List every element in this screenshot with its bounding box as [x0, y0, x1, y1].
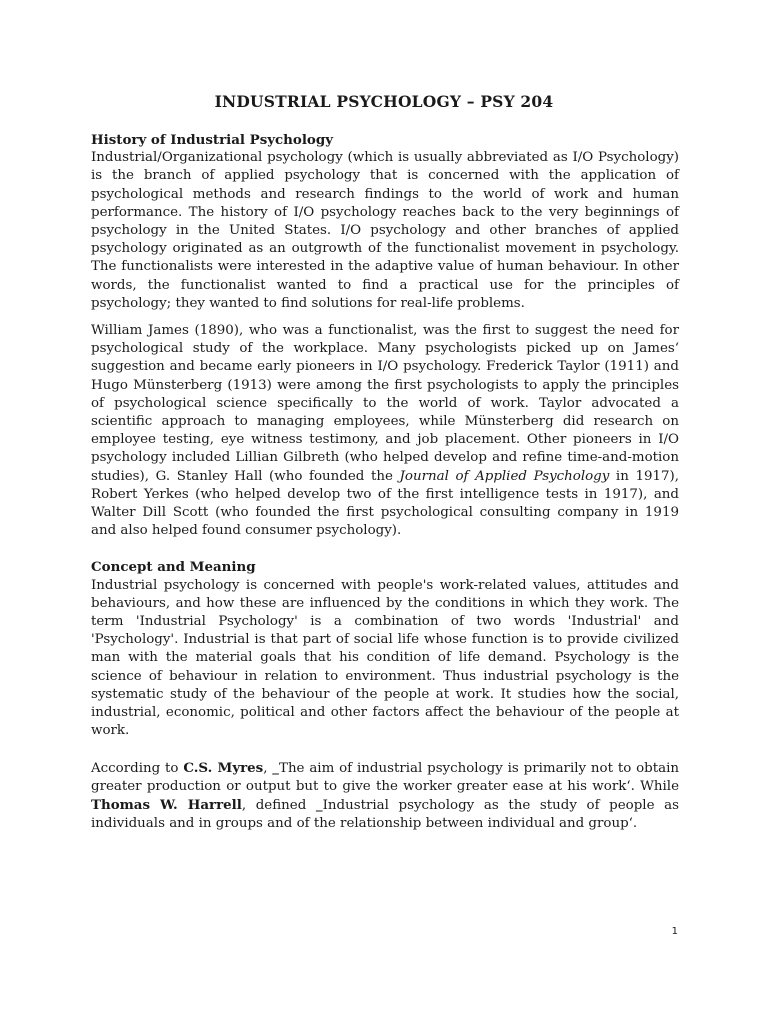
page-title: INDUSTRIAL PSYCHOLOGY – PSY 204 [214, 92, 554, 111]
author-name: Thomas W. Harrell [91, 796, 242, 813]
page-number: 1 [671, 926, 678, 937]
author-name: C.S. Myres [183, 759, 264, 776]
section-heading-history: History of Industrial Psychology [91, 132, 334, 148]
section-heading-concept: Concept and Meaning [91, 559, 256, 576]
paragraph-text: William James (1890), who was a functionalist, was the first to suggest the need for psychological study of the workplace. Many psychologists picked up on James‘ suggestion and became early pioneers in I/O psychology. Frederick Taylor (1911) and Hugo Münsterberg (1913) were among the first psychologists to apply the principles of psychological science specifically to the world of work. Taylor advocated a scientific approach to managing employees, while Münsterberg did research on employee testing, eye witness testimony, and job placement. Other pioneers in I/O psychology included Lillian Gilbreth (who helped develop and refine time-and-motion studies), G. Stanley Hall (who founded the [91, 323, 679, 484]
paragraph-text: , ‗The aim of industrial psychology is primarily not to obtain greater production or output but to give the worker greater ease at his work‘. While [91, 760, 680, 794]
paragraph-text: Industrial psychology is concerned with people's work-related values, attitudes and behaviours, and how these are influenced by the conditions in which they work. The term 'Industrial Psychology' is a combination of two words 'Industrial' and 'Psychology'. Industrial is that part of social life whose function is to provide civilized man with the material goals that his condition of life demand. Psychology is the science of behaviour in relation to environment. Thus industrial psychology is the systematic study of the behaviour of the people at work. It studies how the social, industrial, economic, political and other factors affect the behaviour of the people at work. [91, 577, 679, 739]
paragraph-text: Industrial/Organizational psychology (which is usually abbreviated as I/O Psychology) is the branch of applied psychology that is concerned with the application of psychological methods and research findings to the world of work and human performance. The history of I/O psychology reaches back to the very beginnings of psychology in the United States. I/O psychology and other branches of applied psychology originated as an outgrowth of the functionalist movement in psychology. The functionalists were interested in the adaptive value of human behaviour. In other words, the functionalist wanted to find a practical use for the principles of psychology; they wanted to find solutions for real-life problems. [91, 150, 679, 311]
paragraph-history-intro [91, 149, 679, 313]
paragraph-concept-definition [91, 577, 679, 741]
paragraph-history-pioneers [91, 322, 679, 540]
document-body [91, 131, 679, 833]
paragraph-text: According to [91, 760, 184, 776]
paragraph-text: , defined ‗Industrial psychology as the study of people as individuals and in groups and of the relationship between individual and group‘. [91, 797, 679, 832]
journal-title: Journal of Applied Psychology [399, 468, 610, 484]
paragraph-concept-quotes [91, 759, 679, 834]
paragraph-text: in 1917), Robert Yerkes (who helped develop two of the first intelligence tests in 1917), and Walter Dill Scott (who founded the first psychological consulting company in 1919 and also helped found consumer psychology). [91, 468, 680, 539]
